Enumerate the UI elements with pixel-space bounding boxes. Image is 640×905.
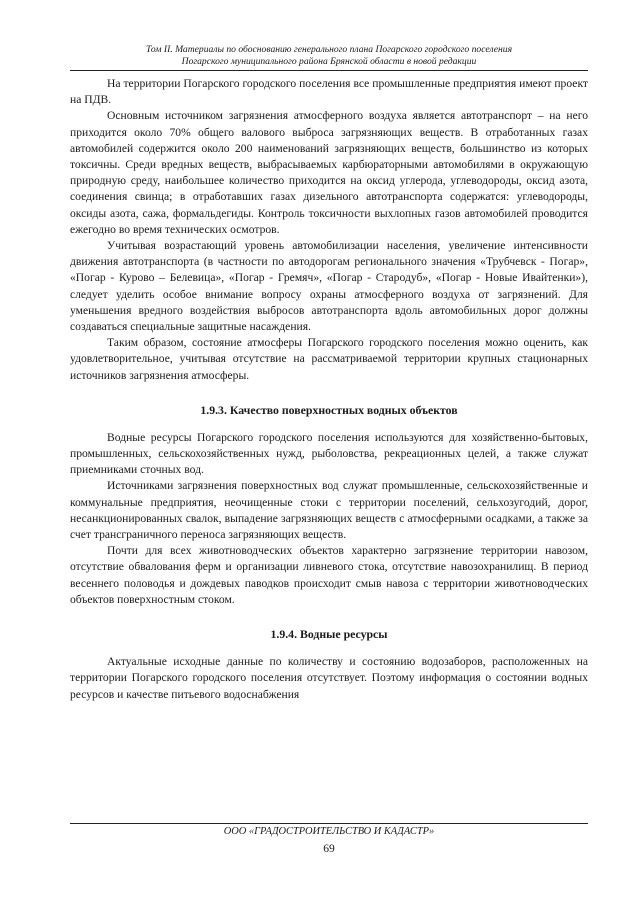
header-divider — [70, 70, 588, 71]
header-line-2: Погарского муниципального района Брянской области в новой редакции — [181, 56, 477, 67]
page-body — [70, 76, 588, 703]
page-header — [70, 44, 588, 68]
section-heading-1-9-3: 1.9.3. Качество поверхностных водных объектов — [200, 402, 458, 417]
footer-divider — [70, 823, 588, 824]
header-line-1: Том II. Материалы по обоснованию генерального плана Погарского городского поселения — [145, 44, 513, 55]
paragraph: Основным источником загрязнения атмосферного воздуха является автотранспорт – на него приходится около 70% общего валового выброса загрязняющих веществ. В отработанных газах автомобилей содержится около 200 наименований загрязняющих веществ, большинство из которых токсичны. Среди вредных веществ, выбрасываемых карбюраторными автомобилями в окружающую природную среду, наибольшее количество приходится на оксид углерода, углеводороды, оксид азота, соединения свинца; в отработавших газах дизельного автотранспорта содержатся: углеводороды, оксиды азота, сажа, формальдегиды. Контроль токсичности выхлопных газов автомобилей проводится ежегодно во время технических осмотров. — [70, 109, 588, 236]
page-number: 69 — [323, 842, 335, 855]
paragraph: Водные ресурсы Погарского городского поселения используются для хозяйственно-бытовых, промышленных, сельскохозяйственных нужд, рыболовства, рекреационных целей, а также служат приемниками сточных вод. — [70, 430, 588, 477]
paragraph: На территории Погарского городского поселения все промышленные предприятия имеют проект на ПДВ. — [70, 77, 588, 107]
page-footer-company: ООО «ГРАДОСТРОИТЕЛЬСТВО И КАДАСТР» — [223, 826, 435, 837]
spacer — [70, 642, 588, 654]
paragraph: Актуальные исходные данные по количеству и состоянию водозаборов, расположенных на территории Погарского городского поселения отсутствует. Поэтому информация о состоянии водных ресурсов и качестве питьевого водоснабжения — [70, 655, 588, 701]
paragraph: Источниками загрязнения поверхностных вод служат промышленные, сельскохозяйственные и коммунальные предприятия, неочищенные стоки с территории поселений, сельхозугодий, дорог, несанкционированных свалок, выпадение загрязняющих веществ с атмосферными осадками, а также за счет трансграничного переноса загрязняющих веществ. — [70, 479, 588, 542]
spacer — [70, 608, 588, 626]
spacer — [70, 384, 588, 402]
paragraph: Учитывая возрастающий уровень автомобилизации населения, увеличение интенсивности движения автотранспорта (в частности по автодорогам регионального значения «Трубчевск - Погар», «Погар - Курово – Белевица», «Погар - Гремяч», «Погар - Стародуб», «Погар - Новые Ивайтенки»), следует уделить особое внимание вопросу охраны атмосферного воздуха от загрязнений. Для уменьшения вредного воздействия выбросов автотранспорта вдоль автомобильных дорог должны создаваться специальные защитные насаждения. — [70, 239, 588, 334]
paragraph: Таким образом, состояние атмосферы Погарского городского поселения можно оценить, как удовлетворительное, учитывая отсутствие на рассматриваемой территории крупных стационарных источников загрязнения атмосферы. — [70, 336, 588, 382]
spacer — [70, 418, 588, 430]
section-heading-1-9-4: 1.9.4. Водные ресурсы — [270, 627, 388, 642]
paragraph: Почти для всех животноводческих объектов характерно загрязнение территории навозом, отсутствие обвалования ферм и организации ливневого стока, отсутствие навозохранилищ. В период весеннего половодья и дождевых паводков происходит смыв навоза с территории животноводческих объектов поверхностным стоком. — [70, 544, 588, 606]
